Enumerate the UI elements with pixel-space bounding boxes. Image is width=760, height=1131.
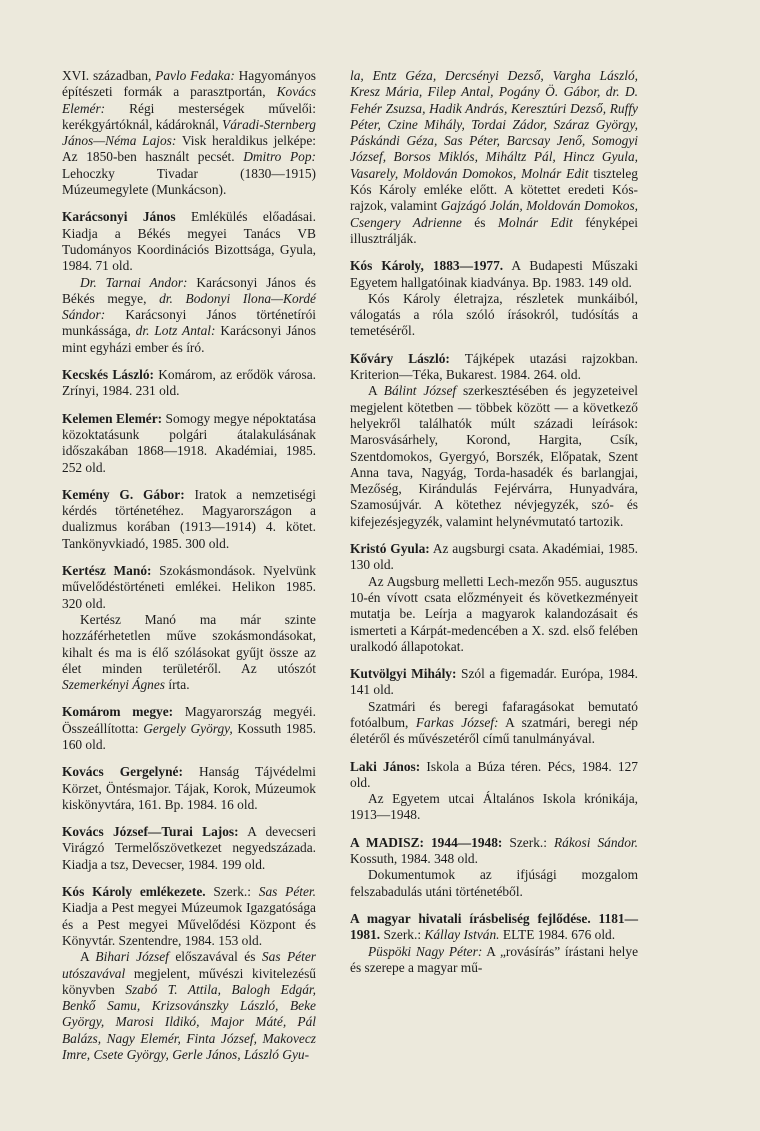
entry-text: A bbox=[80, 949, 96, 965]
entry-title: Kecskés László: bbox=[62, 367, 155, 383]
entry-heading-paragraph bbox=[62, 487, 316, 552]
entry-names: Váradi-Sternberg János—Néma Lajos: bbox=[62, 116, 316, 149]
entry-names: Gajzágó Jolán, Moldován Domokos, Csengery Adrienne bbox=[350, 198, 638, 230]
entry-text: XVI. században, bbox=[62, 68, 156, 83]
entry-text: A bbox=[368, 383, 384, 399]
entry-description-paragraph bbox=[350, 291, 638, 340]
entry-heading-paragraph bbox=[62, 824, 316, 873]
entry-names: dr. Lotz Antal: bbox=[135, 323, 216, 339]
entry-heading-paragraph bbox=[62, 704, 316, 753]
entry-names: Szabó T. Attila, Balogh Edgár, Benkő Samu, Krizsovánszky László, Beke György, Marosi Ildikó, Major Máté, Pál Balázs, Nagy Elemér, Finta József, Makovecz Imre, Csete György, Gerle János, László Gyu- bbox=[62, 981, 316, 1063]
entry-title: Kovács Gergelyné: bbox=[62, 764, 183, 780]
entry-text: Dokumentumok az ifjúsági mozgalom felszabadulás utáni történetéből. bbox=[350, 867, 638, 899]
entry-text: Karácsonyi János történetírói munkássága, bbox=[62, 307, 316, 339]
entry-title: A MADISZ: 1944—1948: bbox=[350, 834, 503, 850]
bibliography-entry bbox=[62, 487, 316, 552]
entry-text: A szatmári, beregi nép életéről és művészetéről című tanulmányával. bbox=[350, 714, 638, 747]
entry-title: Kőváry László: bbox=[350, 350, 450, 366]
entry-text: Magyarország megyéi. Összeállította: bbox=[62, 704, 316, 736]
entry-text: Szerk.: bbox=[205, 884, 259, 900]
right-column bbox=[350, 68, 638, 987]
entry-names: Szemerkényi Ágnes bbox=[62, 677, 165, 693]
entry-title: Kemény G. Gábor: bbox=[62, 486, 185, 502]
entry-names: Bihari József bbox=[95, 949, 169, 965]
bibliography-entry bbox=[350, 911, 638, 976]
entry-description-paragraph bbox=[62, 612, 316, 693]
bibliography-entry bbox=[62, 764, 316, 813]
entry-description-paragraph bbox=[350, 574, 638, 655]
entry-text: Emlékülés előadásai. Kiadja a Békés megyei Tanács VB Tudományos Koordinációs Bizottsága, Gyula, 1984. 71 old. bbox=[62, 209, 316, 274]
entry-text: fényképei illusztrálják. bbox=[350, 214, 638, 246]
entry-text: tiszteleg Kós Károly emléke előtt. A kötettet eredeti Kós-rajzok, valamint bbox=[350, 165, 639, 214]
entry-title: Kovács József—Turai Lajos: bbox=[62, 824, 239, 840]
entry-heading-paragraph bbox=[62, 68, 316, 198]
bibliography-entry bbox=[62, 68, 316, 198]
entry-text: Hagyományos építészeti formák a parasztportán, bbox=[62, 68, 316, 100]
entry-heading-paragraph bbox=[350, 541, 638, 574]
entry-text: Az Egyetem utcai Általános Iskola krónikája, 1913—1948. bbox=[350, 791, 638, 823]
entry-text: Iskola a Búza téren. Pécs, 1984. 127 old. bbox=[350, 758, 638, 790]
entry-text: Kiadja a Pest megyei Múzeumok Igazgatósága és a Pest megyei Művelődési Központ és Könyvtár. Szentendre, 1984. 153 old. bbox=[62, 900, 316, 948]
bibliography-entry bbox=[350, 258, 638, 339]
entry-names: Kovács Elemér: bbox=[62, 84, 316, 116]
entry-heading-paragraph bbox=[350, 666, 638, 699]
entry-text: A Budapesti Műszaki Egyetem hallgatóinak kiadványa. Bp. 1983. 149 old. bbox=[350, 258, 639, 290]
bibliography-entry bbox=[350, 759, 638, 824]
entry-text: Karácsonyi János mint egyházi ember és író. bbox=[62, 323, 316, 355]
entry-names: Dmitro Pop: bbox=[243, 149, 316, 165]
entry-text: Kós Károly életrajza, részletek munkáiból, válogatás a róla szóló írásokról, tudósítás a temetéséről. bbox=[350, 290, 638, 339]
entry-heading-paragraph bbox=[350, 258, 638, 291]
entry-names: Püspöki Nagy Péter: bbox=[368, 943, 483, 959]
bibliography-entry bbox=[62, 824, 316, 873]
entry-text: Kertész Manó ma már szinte hozzáférhetetlen műve szokásmondásokat, kihalt és ma is élő szólásokat gyűjt össze az élet minden területéről. Az utószót bbox=[62, 611, 316, 676]
bibliography-entry bbox=[62, 367, 316, 400]
entry-names: Sas Péter utószavával bbox=[62, 949, 317, 981]
entry-text: előszavával és bbox=[168, 949, 262, 965]
entry-text: Lehoczky Tivadar (1830—1915) Múzeumegylete (Munkácson). bbox=[62, 165, 316, 198]
entry-text: Szatmári és beregi fafaragásokat bemutató fotóalbum, bbox=[350, 698, 638, 730]
entry-text: Iratok a nemzetiségi kérdés történetéhez. Magyarországon a dualizmus korában (1913—1914) 4. kötet. Tankönyvkiadó, 1985. 300 old. bbox=[62, 486, 316, 551]
entry-text: Régi mesterségek művelői: kerékgyártóknál, kádároknál, bbox=[62, 100, 316, 132]
entry-text: Szerk.: bbox=[502, 834, 554, 850]
entry-text: megjelent, művészi kivitelezésű könyvben bbox=[62, 965, 316, 997]
entry-description-paragraph bbox=[62, 275, 316, 356]
entry-names: Pavlo Fedaka: bbox=[155, 68, 235, 83]
entry-text: Tájképek utazási rajzokban. Kriterion—Téka, Bukarest. 1984. 264. old. bbox=[350, 350, 638, 383]
bibliography-entry bbox=[62, 884, 316, 1063]
entry-text: Kossuth, 1984. 348 old. bbox=[350, 851, 478, 867]
entry-text: Hanság Tájvédelmi Körzet, Öntésmajor. Tájak, Korok, Múzeumok kiskönyvtára, 161. Bp. 1984. 16 old. bbox=[62, 764, 317, 812]
entry-text: Szól a figemadár. Európa, 1984. 141 old. bbox=[350, 666, 638, 698]
entry-title: Kristó Gyula: bbox=[350, 541, 430, 557]
bibliography-entry bbox=[62, 411, 316, 476]
entry-text: A devecseri Virágzó Termelőszövetkezet negyedszázada. Kiadja a tsz, Devecser, 1984. 199 old. bbox=[62, 824, 316, 872]
entry-heading-paragraph bbox=[62, 411, 316, 476]
entry-title: Komárom megye: bbox=[62, 704, 174, 720]
entry-heading-paragraph bbox=[350, 759, 638, 792]
entry-title: Kertész Manó: bbox=[62, 563, 152, 579]
entry-title: Kós Károly emlékezete. bbox=[62, 884, 206, 900]
entry-text: Szokásmondások. Nyelvünk művelődéstörténeti emlékei. Helikon 1985. 320 old. bbox=[62, 563, 316, 611]
entry-text: Az Augsburg melletti Lech-mezőn 955. augusztus 10-én vívott csata előzményeit és következményeit mutatja be. Leírja a magyarok kalandozásait és ismerteti a Kárpát-medencében a X. szd. első felében uralkodó állapotokat. bbox=[350, 573, 638, 654]
left-column bbox=[62, 68, 316, 1074]
bibliography-entry bbox=[350, 666, 638, 747]
entry-names: Rákosi Sándor. bbox=[553, 834, 638, 850]
entry-text: írta. bbox=[165, 677, 190, 693]
entry-names: la, Entz Géza, Dercsényi Dezső, Vargha László, Kresz Mária, Filep Antal, Pogány Ö. Gábor, dr. D. Fehér Zsuzsa, Hadik András, Keresztúri Dezső, Ruffy Péter, Czine Mihály, Tordai Zádor, Száraz György, Páskándi Géza, Sas Péter, Barcsay Jenő, Somogyi József, Borsos Miklós, Miháltz Pál, Hincz Gyula, Vasarely, Moldován Domokos, Molnár Edit bbox=[350, 68, 638, 181]
entry-heading-paragraph bbox=[62, 209, 316, 274]
entry-names: Gergely György, bbox=[143, 720, 233, 736]
entry-names: Kállay István. bbox=[424, 927, 500, 943]
entry-heading-paragraph bbox=[350, 911, 638, 944]
bibliography-entry bbox=[350, 351, 638, 530]
entry-heading-paragraph bbox=[350, 351, 638, 384]
bibliography-entry bbox=[62, 704, 316, 753]
entry-title: Kós Károly, 1883—1977. bbox=[350, 258, 504, 274]
entry-text: Az augsburgi csata. Akadémiai, 1985. 130 old. bbox=[350, 541, 638, 573]
entry-description-paragraph bbox=[350, 944, 638, 977]
entry-text: Somogy megye népoktatása közoktatásunk polgári átalakulásának időszakában 1868—1918. Akadémiai, 1985. 252 old. bbox=[62, 410, 316, 475]
entry-text: és bbox=[461, 214, 498, 230]
entry-heading-paragraph bbox=[62, 884, 316, 949]
entry-text: Visk heraldikus jelképe: Az 1850-ben használt pecsét. bbox=[62, 133, 316, 165]
entry-text: szerkesztésében és jegyzeteivel megjelent kötetben — többek között — a következő helyekről találhatók múlt századi leírások: Marosvásárhely, Korond, Hargita, Csík, Szentdomokos, Gyergyó, Borszék, Előpatak, Szent Anna tava, Nagyág, Torda-hasadék és barlangjai, Mezőség, Kirándulás Fejérvárra, Hunyadvára, Szamosújvár. A kötethez névjegyzék, szó- és kifejezésjegyzék, valamint helynévmutató tartozik. bbox=[350, 383, 639, 529]
entry-names: Farkas József: bbox=[415, 714, 499, 730]
entry-description-paragraph bbox=[62, 949, 316, 1063]
bibliography-entry bbox=[62, 209, 316, 356]
bibliography-entry bbox=[350, 835, 638, 900]
entry-heading-paragraph bbox=[62, 563, 316, 612]
bibliography-entry bbox=[62, 563, 316, 693]
entry-names: Sas Péter. bbox=[258, 884, 316, 900]
entry-title: Kutvölgyi Mihály: bbox=[350, 666, 457, 682]
entry-names: Dr. Tarnai Andor: bbox=[80, 274, 188, 290]
entry-description-paragraph bbox=[350, 867, 638, 900]
entry-names: Molnár Edit bbox=[497, 214, 573, 230]
entry-heading-paragraph bbox=[350, 835, 638, 868]
entry-text: Karácsonyi János és Békés megye, bbox=[62, 274, 316, 306]
bibliography-entry bbox=[350, 68, 638, 247]
entry-names: Bálint József bbox=[383, 383, 457, 399]
entry-text: Komárom, az erődök városa. Zrínyi, 1984. 231 old. bbox=[62, 367, 316, 399]
entry-title: Laki János: bbox=[350, 758, 421, 774]
entry-text: Szerk.: bbox=[380, 927, 425, 943]
entry-names: dr. Bodonyi Ilona—Kordé Sándor: bbox=[62, 290, 316, 323]
entry-description-paragraph bbox=[350, 699, 638, 748]
entry-description-paragraph bbox=[350, 383, 638, 530]
entry-title: Karácsonyi János bbox=[62, 209, 176, 225]
entry-title: Kelemen Elemér: bbox=[62, 410, 163, 426]
bibliography-entry bbox=[350, 541, 638, 655]
entry-description-paragraph bbox=[350, 791, 638, 824]
entry-title: A magyar hivatali írásbeliség fejlődése. 1181—1981. bbox=[350, 910, 638, 943]
entry-text: Kossuth 1985. 160 old. bbox=[62, 720, 316, 752]
entry-text: A „rovásírás” írástani helye és szerepe a magyar mű- bbox=[350, 943, 639, 975]
entry-heading-paragraph bbox=[62, 367, 316, 400]
entry-heading-paragraph bbox=[350, 68, 638, 247]
entry-heading-paragraph bbox=[62, 764, 316, 813]
entry-text: ELTE 1984. 676 old. bbox=[499, 927, 616, 943]
